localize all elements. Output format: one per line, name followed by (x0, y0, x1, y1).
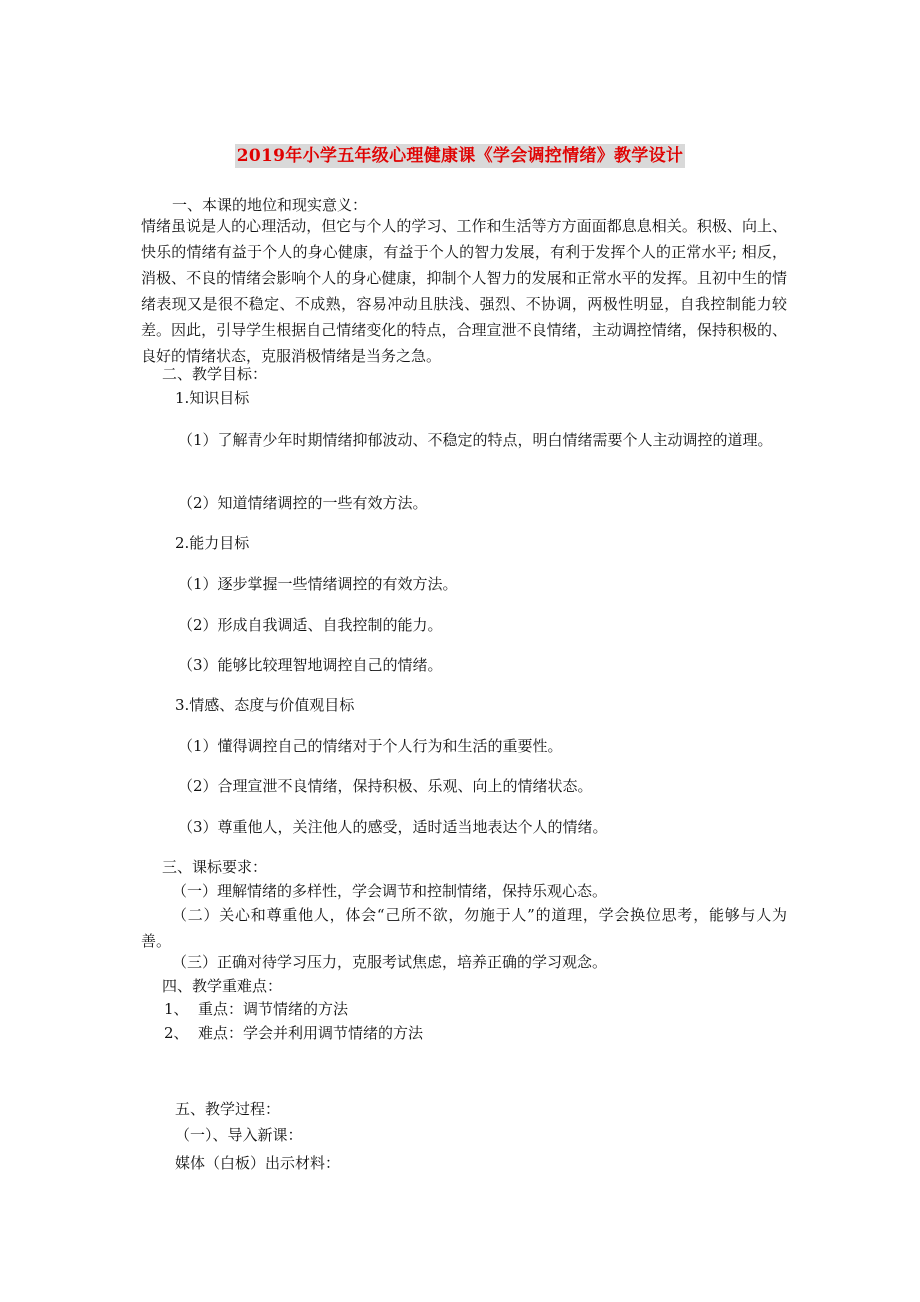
section4-item2 (164, 1021, 423, 1045)
goal1-item1: （1）了解青少年时期情绪抑郁波动、不稳定的特点，明白情绪需要个人主动调控的道理。 (178, 431, 773, 449)
section1-paragraph: 情绪虽说是人的心理活动，但它与个人的学习、工作和生活等方方面面都息息相关。积极、向上、快乐的情绪有益于个人的身心健康，有益于个人的智力发展，有利于发挥个人的正常水平; 相反，消极、不良的情绪会影响个人的身心健康，抑制个人智力的发展和正常水平的发挥。且初中生的情绪表现又是很不稳定、不成熟，容易冲动且肤浅、强烈、不协调，两极性明显，自我控制能力较差。因此，引导学生根据自己情绪变化的特点，合理宣泄不良情绪，主动调控情绪，保持积极的、良好的情绪状态，克服消极情绪是当务之急。 (141, 217, 787, 365)
document-title: 2019年小学五年级心理健康课《学会调控情绪》教学设计 (236, 146, 684, 166)
section4-item2-text: 难点：学会并利用调节情绪的方法 (198, 1024, 424, 1042)
goal2-item3: （3）能够比较理智地调控自己的情绪。 (178, 656, 443, 674)
section2-heading: 二、教学目标： (162, 365, 268, 383)
section1-heading: 一、本课的地位和现实意义： (172, 196, 368, 214)
goal3-item2: （2）合理宣泄不良情绪，保持积极、乐观、向上的情绪状态。 (178, 777, 593, 795)
goal2-item2: （2）形成自我调适、自我控制的能力。 (178, 616, 443, 634)
section4-item2-number: 2、 (164, 1024, 189, 1042)
goal3-item3: （3）尊重他人，关注他人的感受，适时适当地表达个人的情绪。 (178, 818, 608, 836)
section5-heading: 五、教学过程： (175, 1100, 281, 1118)
goal1-heading: 1.知识目标 (175, 389, 250, 407)
section3-heading: 三、课标要求： (162, 858, 268, 876)
section3-item3: （三）正确对待学习压力，克服考试焦虑，培养正确的学习观念。 (172, 953, 608, 971)
section4-item1-text: 重点：调节情绪的方法 (198, 1000, 349, 1018)
section4-heading: 四、教学重难点： (162, 977, 283, 995)
goal1-item2: （2）知道情绪调控的一些有效方法。 (178, 494, 428, 512)
section5-line1: 媒体（白板）出示材料： (175, 1154, 341, 1172)
goal2-heading: 2.能力目标 (175, 534, 250, 552)
goal3-heading: 3.情感、态度与价值观目标 (175, 696, 355, 714)
goal2-item1: （1）逐步掌握一些情绪调控的有效方法。 (178, 575, 458, 593)
section4-item1-number: 1、 (164, 1000, 189, 1018)
section4-item1 (164, 997, 348, 1021)
goal3-item1: （1）懂得调控自己的情绪对于个人行为和生活的重要性。 (178, 737, 563, 755)
section3-item1: （一）理解情绪的多样性，学会调节和控制情绪，保持乐观心态。 (172, 882, 608, 900)
document-title-wrap (0, 144, 920, 168)
section3-item2: （二）关心和尊重他人，体会“己所不欲，勿施于人”的道理，学会换位思考，能够与人为善。 (141, 906, 787, 950)
section5-sub1: （一）、导入新课： (175, 1126, 303, 1144)
